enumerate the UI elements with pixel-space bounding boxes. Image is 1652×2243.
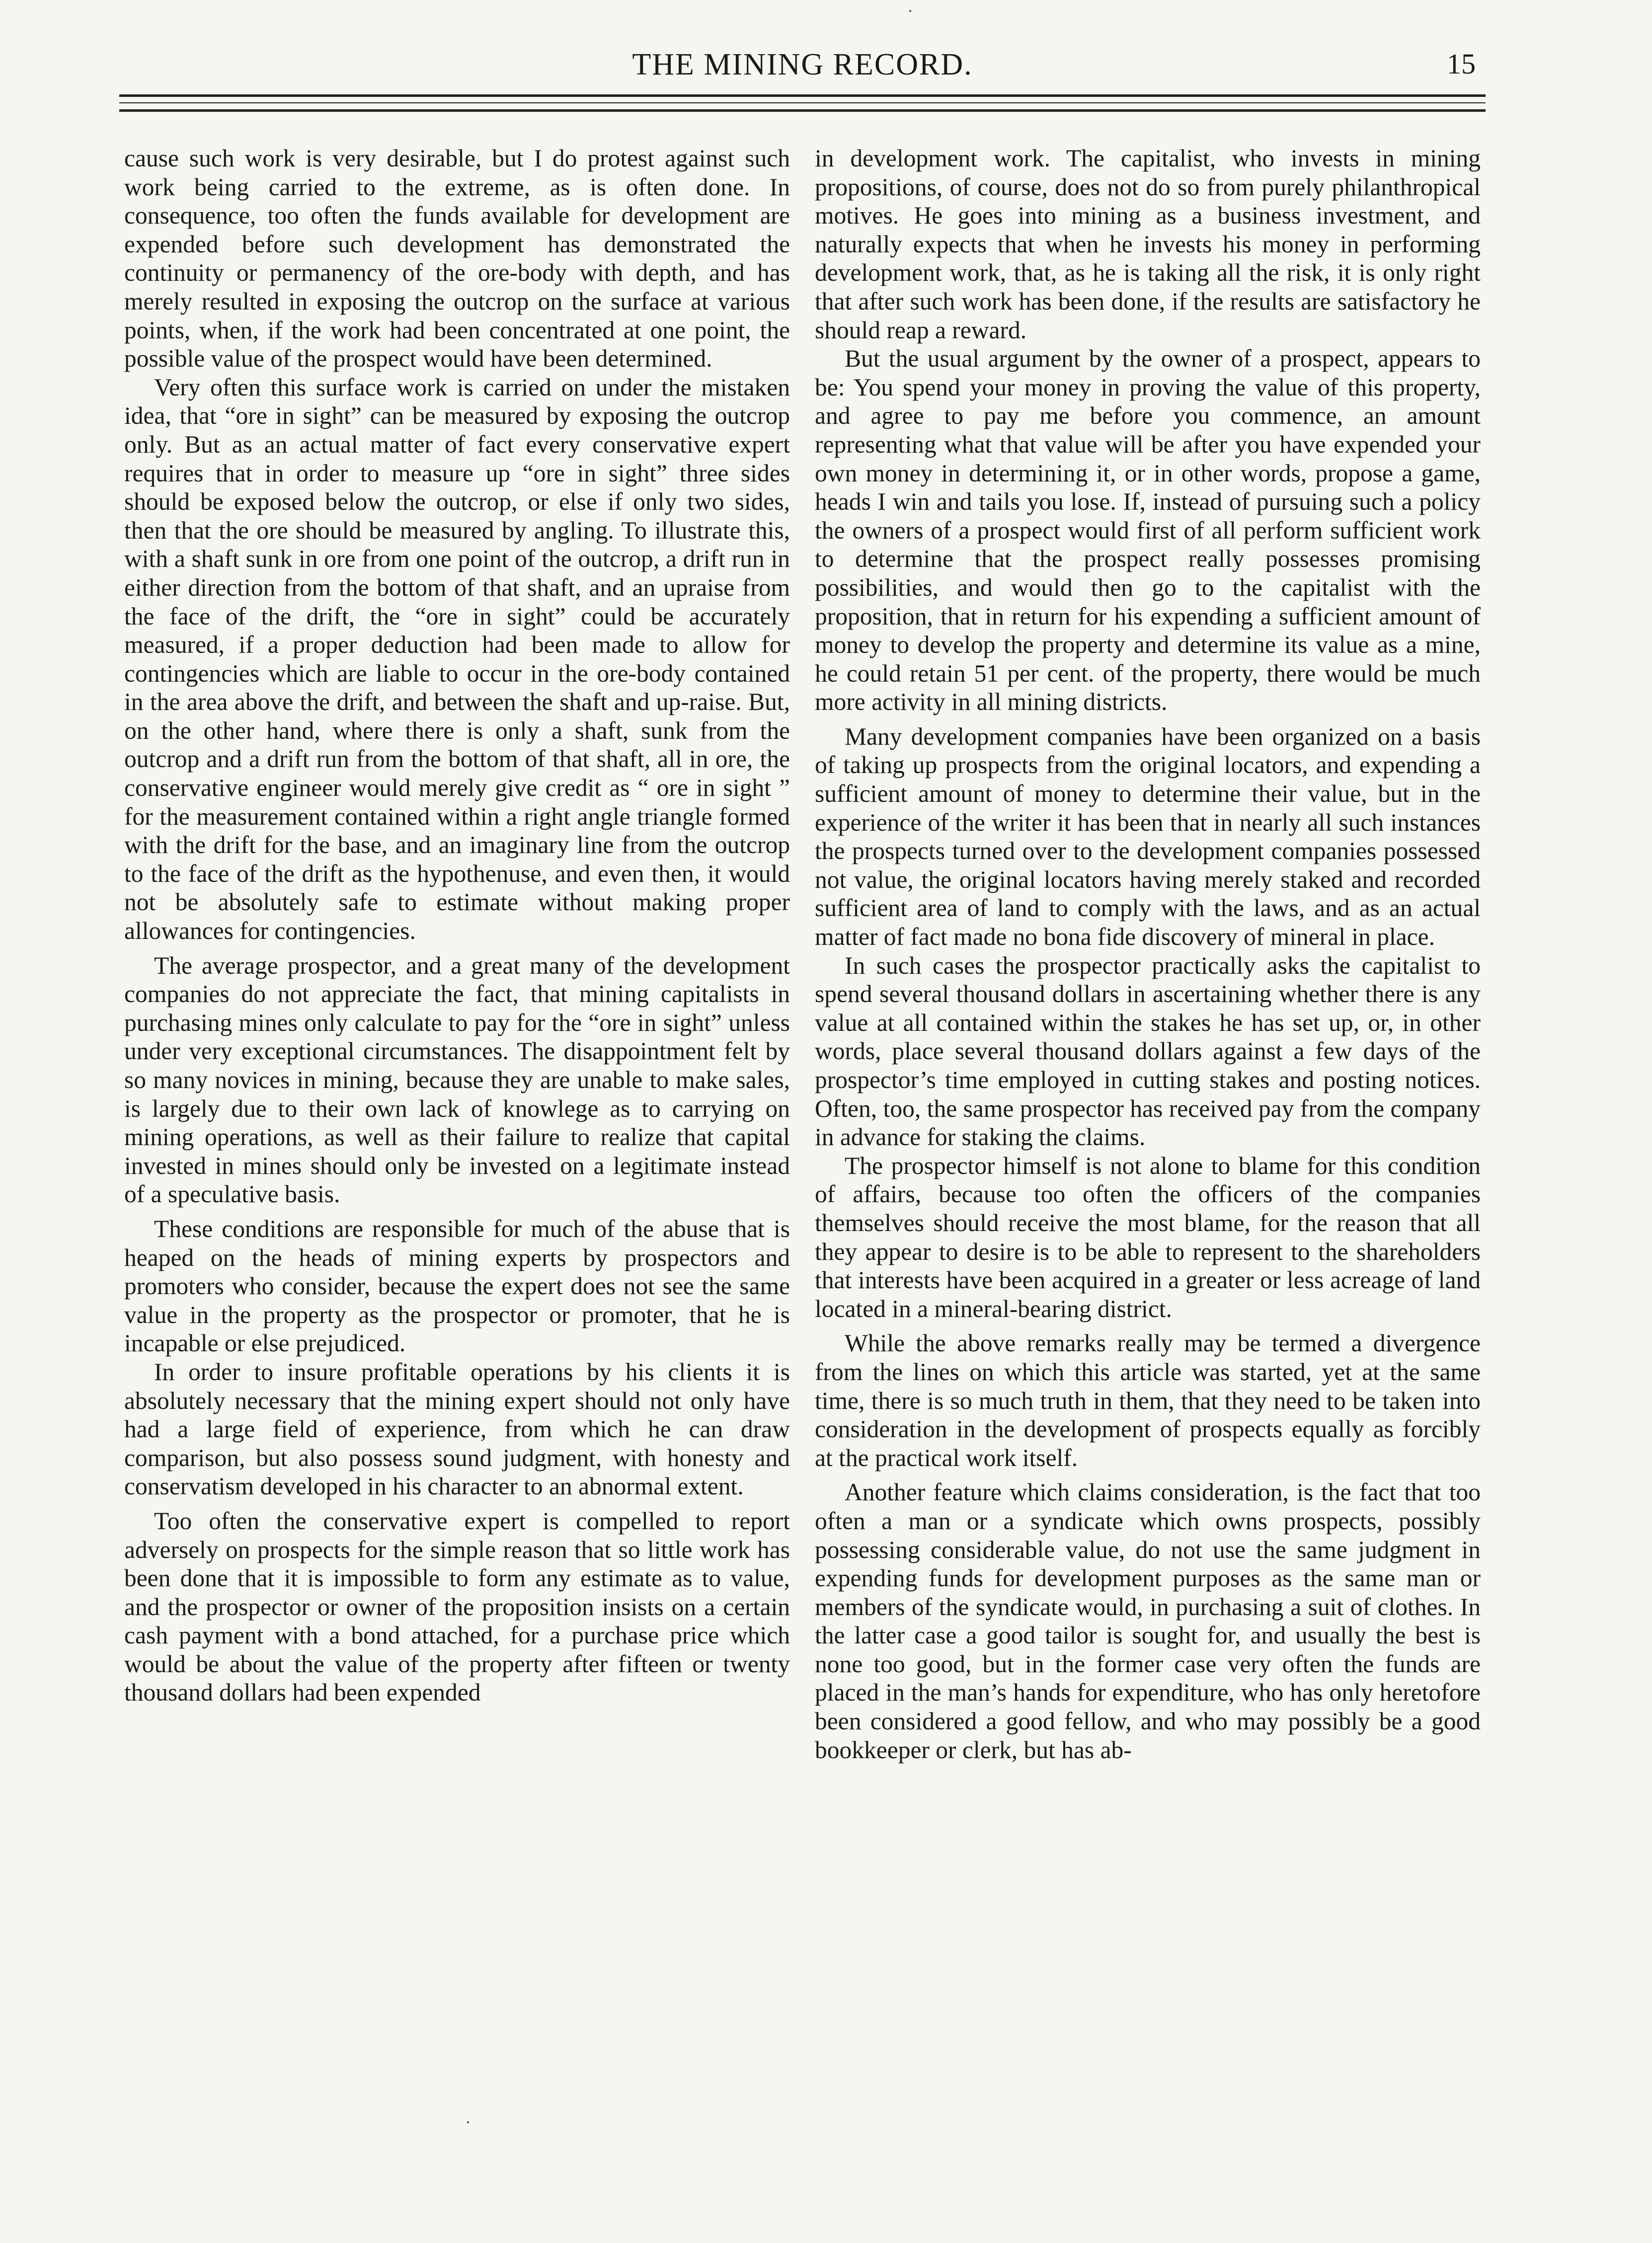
paragraph: in development work. The capitalist, who invests in mining propositions, of course, does not do so from purely philanthropical motives. He goes into mining as a business investment, and naturally expects that when he invests his money in performing development work, that, as he is taking all the risk, it is only right that after such work has been done, if the results are satisfactory he should reap a reward. xyxy=(815,145,1481,344)
journal-title: THE MINING RECORD. xyxy=(632,48,973,81)
paragraph: Too often the conservative expert is compelled to report adversely on prospects for the simple reason that so little work has been done that it is impossible to form any estimate as to value, and the prospector or owner of the proposition insists on a certain cash payment with a bond attached, for a purchase price which would be about the value of the property after fifteen or twenty thousand dollars had been expended xyxy=(124,1507,790,1706)
paragraph: While the above remarks really may be termed a divergence from the lines on which this article was started, yet at the same time, there is so much truth in them, that they need to be taken into consideration in the development of prospects equally as forcibly at the practical work itself. xyxy=(815,1329,1481,1471)
paragraph: In order to insure profitable operations by his clients it is absolutely necessary that the mining expert should not only have had a large field of experience, from which he can draw comparison, but also possess sound judgment, with honesty and conservatism developed in his character to an abnormal extent. xyxy=(124,1358,790,1500)
paragraph: The prospector himself is not alone to blame for this condition of affairs, because too often the officers of the companies themselves should receive the most blame, for the reason that all they appear to desire is to be able to represent to the shareholders that interests have been acquired in a greater or less acreage of land located in a mineral-bearing district. xyxy=(815,1152,1481,1322)
paragraph: But the usual argument by the owner of a prospect, appears to be: You spend your money in proving the value of this property, and agree to pay me before you commence, an amount representing what that value will be after you have expended your own money in determining it, or in other words, propose a game, heads I win and tails you lose. If, instead of pursuing such a policy the owners of a prospect would first of all perform sufficient work to determine that the prospect really possesses promising possibilities, and would then go to the capitalist with the proposition, that in return for his expending a sufficient amount of money to develop the property and determine its value as a mine, he could retain 51 per cent. of the property, there would be much more activity in all mining districts. xyxy=(815,345,1481,716)
paragraph: In such cases the prospector practically asks the capitalist to spend several thousand dollars in ascertaining whether there is any value at all contained within the stakes he has set up, or, in other words, place several thousand dollars against a few days of the prospector’s time employed in cutting stakes and posting notices. Often, too, the same prospector has received pay from the company in advance for staking the claims. xyxy=(815,951,1481,1151)
paragraph: The average prospector, and a great many of the development companies do not appreciate the fact, that mining capitalists in purchasing mines only calculate to pay for the “ore in sight” unless under very exceptional circumstances. The disappointment felt by so many novices in mining, because they are unable to make sales, is largely due to their own lack of knowlege as to carrying on mining operations, as well as their failure to realize that capital invested in mines should only be invested on a legitimate instead of a speculative basis. xyxy=(124,951,790,1208)
print-speck xyxy=(467,2121,469,2123)
paragraph: Another feature which claims consideration, is the fact that too often a man or a syndicate which owns prospects, possibly possessing considerable value, do not use the same judgment in expending funds for development purposes as the same man or members of the syndicate would, in purchasing a suit of clothes. In the latter case a good tailor is sought for, and usually the best is none too good, but in the former case very often the funds are placed in the man’s hands for expenditure, who has only heretofore been considered a good fellow, and who may possibly be a good bookkeeper or clerk, but has ab- xyxy=(815,1478,1481,1764)
left-column xyxy=(124,144,790,1707)
print-speck xyxy=(909,10,911,12)
header-rule-middle xyxy=(119,102,1486,103)
paragraph: Many development companies have been organized on a basis of taking up prospects from the original locators, and expending a sufficient amount of money to determine their value, but in the experience of the writer it has been that in nearly all such instances the prospects turned over to the development companies possessed not value, the original locators having merely staked and recorded sufficient area of land to comply with the laws, and as an actual matter of fact made no bona fide discovery of mineral in place. xyxy=(815,722,1481,951)
running-header xyxy=(119,47,1486,92)
header-rule-bottom xyxy=(119,109,1486,112)
paragraph: Very often this surface work is carried on under the mistaken idea, that “ore in sight” can be measured by exposing the outcrop only. But as an actual matter of fact every conservative expert requires that in order to measure up “ore in sight” three sides should be exposed below the outcrop, or else if only two sides, then that the ore should be measured by angling. To illustrate this, with a shaft sunk in ore from one point of the outcrop, a drift run in either direction from the bottom of that shaft, and an upraise from the face of the drift, the “ore in sight” could be accurately measured, if a proper deduction had been made to allow for contingencies which are liable to occur in the ore-body contained in the area above the drift, and between the shaft and up-raise. But, on the other hand, where there is only a shaft, sunk from the outcrop and a drift run from the bottom of that shaft, all in ore, the conservative engineer would merely give credit as “ ore in sight ” for the measurement contained within a right angle triangle formed with the drift for the base, and an imaginary line from the outcrop to the face of the drift as the hypothenuse, and even then, it would not be absolutely safe to estimate without making proper allowances for contingencies. xyxy=(124,373,790,945)
paragraph: cause such work is very desirable, but I do protest against such work being carried to the extreme, as is often done. In consequence, too often the funds available for development are expended before such development has demonstrated the continuity or permanency of the ore-body with depth, and has merely resulted in exposing the outcrop on the surface at various points, when, if the work had been concentrated at one point, the possible value of the prospect would have been determined. xyxy=(124,145,790,373)
header-rule-top xyxy=(119,94,1486,97)
paragraph: These conditions are responsible for much of the abuse that is heaped on the heads of mining experts by prospectors and promoters who consider, because the expert does not see the same value in the property as the prospector or promoter, that he is incapable or else prejudiced. xyxy=(124,1215,790,1357)
right-column xyxy=(815,144,1481,1764)
page-number: 15 xyxy=(1447,48,1476,80)
